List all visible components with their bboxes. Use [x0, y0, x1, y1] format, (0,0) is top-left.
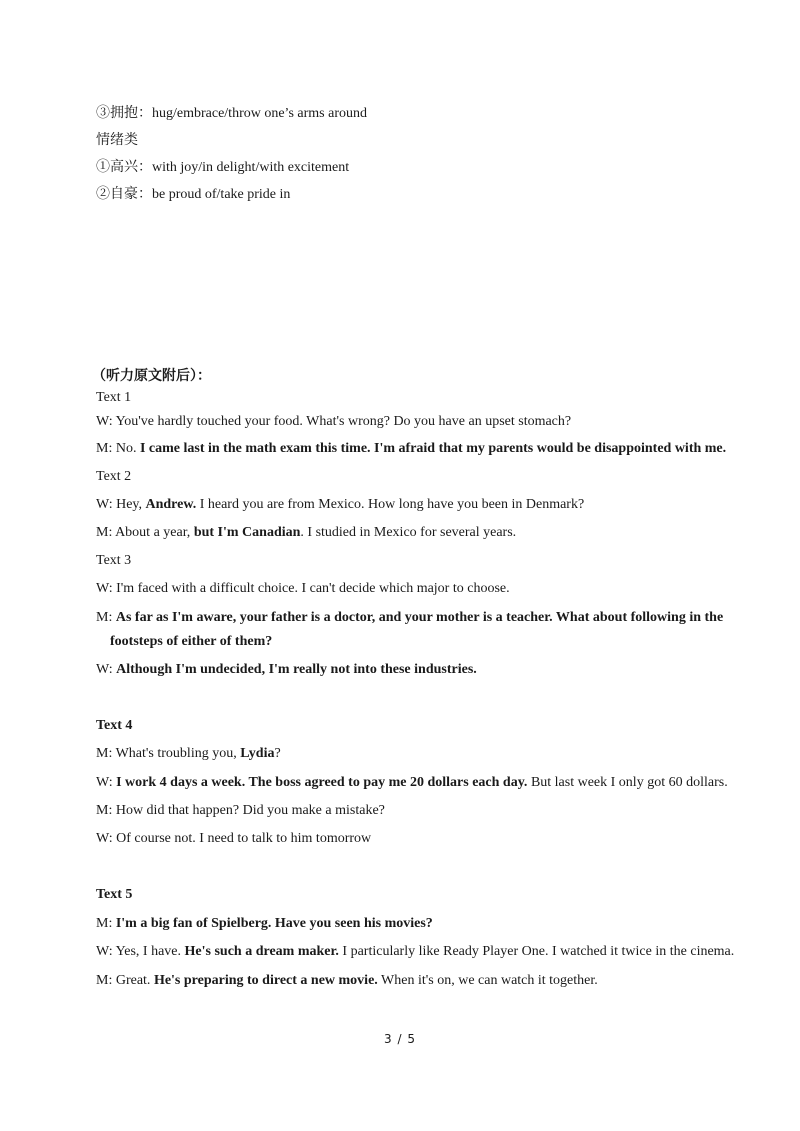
text3-w2-bold: Although I'm undecided, I'm really not into these industries. — [116, 662, 477, 677]
page-number: 3 / 5 — [384, 1032, 416, 1046]
text2-w-rest: I heard you are from Mexico. How long have you been in Denmark? — [196, 497, 585, 512]
text4-w1-prefix: W: — [96, 775, 117, 790]
text5-w-rest: I particularly like Ready Player One. I watched it twice in the cinema. — [338, 944, 735, 959]
text4-m2: M: How did that happen? Did you make a mistake? — [96, 803, 385, 818]
text2-w-bold: Andrew. — [145, 497, 197, 512]
text4-m1-line — [96, 744, 746, 764]
text1-w-line — [96, 412, 746, 432]
text2-m-rest: . I studied in Mexico for several years. — [300, 525, 517, 540]
text3-title: Text 3 — [96, 553, 132, 568]
text4-m1-bold: Lydia — [240, 746, 275, 761]
text1-m-line — [96, 439, 746, 459]
text4-m1-rest: ? — [274, 746, 281, 761]
text2-m-bold: but I'm Canadian — [193, 525, 301, 540]
text1-title: Text 1 — [96, 390, 132, 405]
text4-w1-bold: I work 4 days a week. The boss agreed to pay me 20 dollars each day. — [116, 775, 528, 790]
text5-w-prefix: W: Yes, I have. — [96, 944, 185, 959]
text5-w-bold: He's such a dream maker. — [184, 944, 339, 959]
vocab-hug: ③拥抱：hug/embrace/throw one’s arms around — [96, 106, 367, 121]
vocab-happy: ①高兴：with joy/in delight/with excitement — [96, 160, 350, 175]
text1-m-prefix: M: No. — [96, 441, 140, 456]
text2-w-prefix: W: Hey, — [96, 497, 146, 512]
text2-w-line — [96, 495, 746, 515]
text3-m-line — [96, 608, 746, 628]
text1-m-bold: I came last in the math exam this time. I'm afraid that my parents would be disappointed with me. — [139, 441, 727, 456]
vocab-proud: ②自豪：be proud of/take pride in — [96, 187, 291, 202]
text2-m-line — [96, 523, 746, 543]
emotion-heading: 情绪类 — [96, 133, 138, 148]
text3-w1: W: I'm faced with a difficult choice. I can't decide which major to choose. — [96, 581, 510, 596]
text1-w: W: You've hardly touched your food. What's wrong? Do you have an upset stomach? — [96, 414, 572, 429]
text2-title: Text 2 — [96, 469, 132, 484]
text3-w2-line — [96, 660, 746, 680]
text3-m-bold-2: footsteps of either of them? — [110, 634, 273, 649]
appendix-heading: （听力原文附后）： — [92, 369, 211, 384]
text4-w2: W: Of course not. I need to talk to him tomorrow — [96, 831, 372, 846]
text5-m1-bold: I'm a big fan of Spielberg. Have you seen his movies? — [115, 916, 433, 931]
text5-m2-line — [96, 971, 746, 991]
text2-m-prefix: M: About a year, — [96, 525, 194, 540]
text5-m1-prefix: M: — [96, 916, 116, 931]
text4-w1-line — [96, 773, 746, 793]
text3-w2-prefix: W: — [96, 662, 117, 677]
text5-m2-rest: When it's on, we can watch it together. — [377, 973, 598, 988]
text4-w1-rest: But last week I only got 60 dollars. — [527, 775, 728, 790]
text5-m2-bold: He's preparing to direct a new movie. — [153, 973, 378, 988]
text3-m-prefix: M: — [96, 610, 116, 625]
text3-m-bold-1: As far as I'm aware, your father is a doctor, and your mother is a teacher. What about following in the — [115, 610, 724, 625]
text5-title: Text 5 — [96, 887, 133, 902]
text4-m1-prefix: M: What's troubling you, — [96, 746, 241, 761]
text4-title: Text 4 — [96, 718, 133, 733]
text5-m2-prefix: M: Great. — [96, 973, 154, 988]
text5-m1-line — [96, 914, 746, 934]
text5-w-line — [96, 942, 746, 962]
